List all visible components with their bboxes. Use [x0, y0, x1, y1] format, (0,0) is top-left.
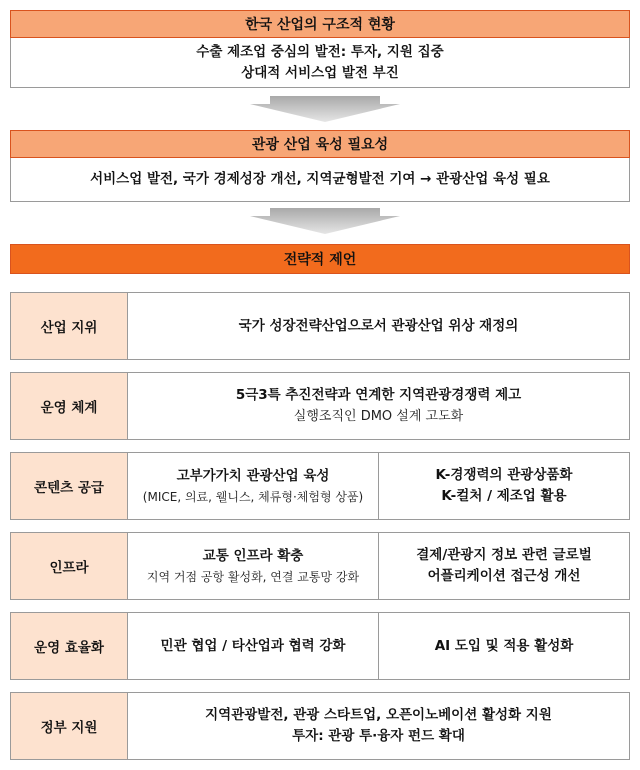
section-title: 관광 산업 육성 필요성: [251, 137, 389, 153]
row-label: 운영 체계: [11, 373, 128, 439]
row-cell: [128, 613, 378, 679]
proposal-row-content-supply: [10, 452, 630, 520]
cell-main-text: K-컬처 / 제조업 활용: [441, 488, 567, 504]
row-cell: [128, 453, 378, 519]
cell-main-text: 투자: 관광 투·융자 펀드 확대: [292, 728, 465, 744]
section-title: 한국 산업의 구조적 현황: [245, 17, 395, 33]
down-arrow-icon: [250, 208, 400, 234]
cell-main-text: 교통 인프라 확충: [202, 547, 304, 564]
row-cell: [378, 533, 629, 599]
cell-main-text: 어플리케이션 접근성 개선: [427, 568, 581, 584]
row-cell: [128, 293, 629, 359]
proposal-row-infrastructure: [10, 532, 630, 600]
proposal-row-operation-efficiency: [10, 612, 630, 680]
cell-main-text: 국가 성장전략산업으로서 관광산업 위상 재정의: [238, 317, 519, 334]
cell-sub-text: 실행조직인 DMO 설계 고도화: [293, 409, 464, 424]
cell-main-text: 민관 협업 / 타산업과 협력 강화: [160, 637, 346, 654]
cell-sub-text: (MICE, 의료, 웰니스, 체류형·체험형 상품): [142, 489, 364, 504]
cell-sub-text: 지역 거점 공항 활성화, 연결 교통망 강화: [146, 569, 360, 584]
body-line: 상대적 서비스업 발전 부진: [241, 64, 399, 81]
row-cell: [378, 613, 629, 679]
cell-main-text: 지역관광발전, 관광 스타트업, 오픈이노베이션 활성화 지원: [205, 707, 552, 723]
row-label: 운영 효율화: [11, 613, 128, 679]
cell-main-text: 5극3특 추진전략과 연계한 지역관광경쟁력 제고: [235, 387, 522, 403]
body-line: 수출 제조업 중심의 발전: 투자, 지원 집중: [196, 43, 444, 60]
row-cell: [128, 693, 629, 759]
body-line: 서비스업 발전, 국가 경제성장 개선, 지역균형발전 기여 → 관광산업 육성 필요: [90, 171, 550, 187]
row-label: 정부 지원: [11, 693, 128, 759]
proposal-row-operation-system: [10, 372, 630, 440]
section-body-tourism-need: [10, 158, 630, 202]
proposal-row-industry-status: [10, 292, 630, 360]
section-header-strategic-proposal: [10, 244, 630, 274]
section-header-industry-status: [10, 10, 630, 38]
section-title: 전략적 제언: [283, 252, 357, 268]
section-body-industry-status: [10, 38, 630, 88]
row-cell: [378, 453, 629, 519]
down-arrow-icon: [250, 96, 400, 122]
row-label: 산업 지위: [11, 293, 128, 359]
proposal-row-government-support: [10, 692, 630, 760]
row-label: 인프라: [11, 533, 128, 599]
cell-main-text: AI 도입 및 적용 활성화: [434, 637, 574, 654]
cell-main-text: K-경쟁력의 관광상품화: [435, 467, 573, 483]
row-label: 콘텐츠 공급: [11, 453, 128, 519]
cell-main-text: 결제/관광지 정보 관련 글로벌: [416, 547, 592, 563]
section-header-tourism-need: [10, 130, 630, 158]
row-cell: [128, 373, 629, 439]
cell-main-text: 고부가가치 관광산업 육성: [176, 467, 330, 484]
row-cell: [128, 533, 378, 599]
